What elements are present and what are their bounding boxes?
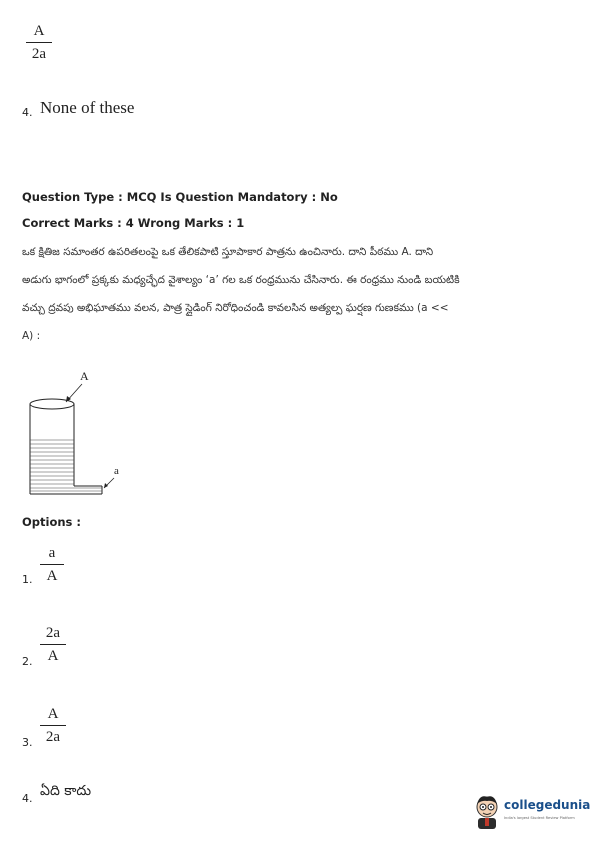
option-4-number: 4. — [22, 792, 33, 805]
prev-option-number: 4. — [22, 106, 33, 119]
fraction-denominator: 2a — [45, 729, 61, 745]
option-1-fraction[interactable] — [40, 544, 64, 585]
option-4-text[interactable]: ఏది కాదు — [40, 783, 92, 799]
cylinder-figure — [22, 362, 162, 502]
option-2-number: 2. — [22, 655, 33, 668]
fraction-denominator: A — [47, 648, 59, 664]
fraction-bar — [40, 564, 64, 565]
prev-option-text: None of these — [40, 98, 135, 117]
option-3-fraction[interactable] — [40, 705, 66, 746]
fraction-bar — [40, 644, 66, 645]
option-2-fraction[interactable] — [40, 624, 66, 665]
question-type-line: Question Type : MCQ Is Question Mandatory : No — [22, 190, 338, 204]
logo-wordmark: collegedunia — [504, 798, 591, 812]
question-text: ఒక క్షితిజ సమాంతర ఉపరితలంపై ఒక తేలికపాటి స్తూపాకార పాత్రను ఉంచినారు. దాని పీఠము A. దాని అడుగు భాగంలో ప్రక్కకు మధ్యచ్ఛేద వైశాల్యం ‘a’ గల ఒక రంధ్రమును చేసినారు. ఈ రంధ్రము నుండి బయటికి వచ్చు ద్రవపు అభిఘాతము వలన, పాత్ర స్లైడింగ్ నిరోధించండి కావలసిన అత్యల్ప ఘర్షణ గుణకము (a << A) : — [22, 246, 460, 342]
option-3-number: 3. — [22, 736, 33, 749]
fraction-numerator: 2a — [45, 625, 61, 641]
fraction-bar — [26, 42, 52, 43]
option-1-number: 1. — [22, 573, 33, 586]
fraction-denominator: A — [46, 568, 58, 584]
marks-line: Correct Marks : 4 Wrong Marks : 1 — [22, 216, 245, 230]
fraction-numerator: A — [47, 706, 59, 722]
top-fraction — [26, 22, 52, 63]
fraction-bar — [40, 725, 66, 726]
options-heading: Options : — [22, 515, 81, 529]
figure-label-A: A — [80, 369, 89, 383]
figure-label-a: a — [114, 465, 119, 477]
fraction-numerator: A — [33, 23, 45, 39]
collegedunia-logo — [472, 792, 591, 832]
mascot-icon — [472, 794, 502, 830]
logo-tagline: India's largest Student Review Platform — [504, 816, 575, 820]
fraction-denominator: 2a — [31, 46, 47, 62]
fraction-numerator: a — [48, 545, 56, 561]
